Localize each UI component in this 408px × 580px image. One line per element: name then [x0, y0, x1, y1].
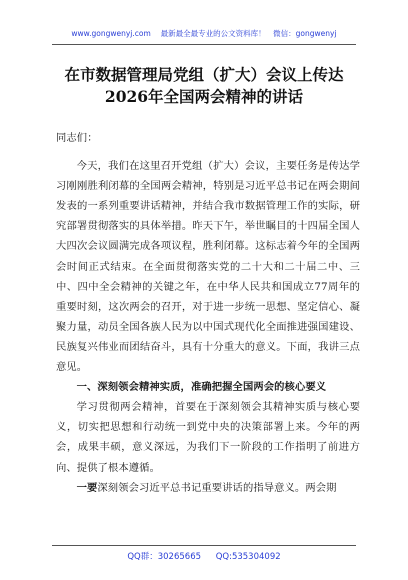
page-footer — [0, 550, 408, 562]
point-text: 深刻领会习近平总书记重要讲话的指导意义。两会期 — [97, 481, 337, 494]
point-lead: 一要 — [76, 481, 98, 494]
title-line-2: 2026年全国两会精神的讲话 — [104, 87, 304, 106]
document-title — [44, 64, 364, 108]
paragraph-section1: 学习贯彻两会精神，首要在于深刻领会其精神实质与核心要义，切实把思想和行动统一到党中央的决策部署上来。今年的两会，成果丰硕，意义深远，为我们下一阶段的工作指明了前进方向、提供了根本遵循。 — [56, 401, 360, 474]
section-heading-1: 一、深刻领会精神实质，准确把握全国两会的核心要义 — [76, 381, 327, 394]
footer-divider — [52, 545, 356, 546]
page-header[interactable]: www.gongwenyj.com 最新最全最专业的公文资料库！ 微信：gongwenyj — [71, 29, 337, 38]
document-body — [56, 128, 360, 498]
footer-qq-number: QQ:535304092 — [215, 552, 281, 562]
footer-qq-group: QQ群：30265665 — [127, 552, 202, 562]
paragraph-point1 — [56, 478, 360, 498]
title-line-1: 在市数据管理局党组（扩大）会议上传达 — [64, 65, 344, 84]
greeting: 同志们： — [56, 132, 98, 144]
header-divider — [52, 44, 356, 45]
paragraph-intro: 今天，我们在这里召开党组（扩大）会议，主要任务是传达学习刚刚胜利闭幕的全国两会精神，特别是习近平总书记在两会期间发表的一系列重要讲话精神，并结合我市数据管理工作的实际，研究部署贯彻落实的具体举措。昨天下午，举世瞩目的十四届全国人大四次会议圆满完成各项议程，胜利闭幕。这标志着今年的全国两会时间正式结束。在全面贯彻落实党的二十大和二十届二中、三中、四中全会精神的关键之年，在中华人民共和国成立77周年的重要时刻，这次两会的召开，对于进一步统一思想、坚定信心、凝聚力量，动员全国各族人民为以中国式现代化全面推进强国建设、民族复兴伟业而团结奋斗，具有十分重大的意义。下面，我讲三点意见。 — [56, 160, 360, 374]
